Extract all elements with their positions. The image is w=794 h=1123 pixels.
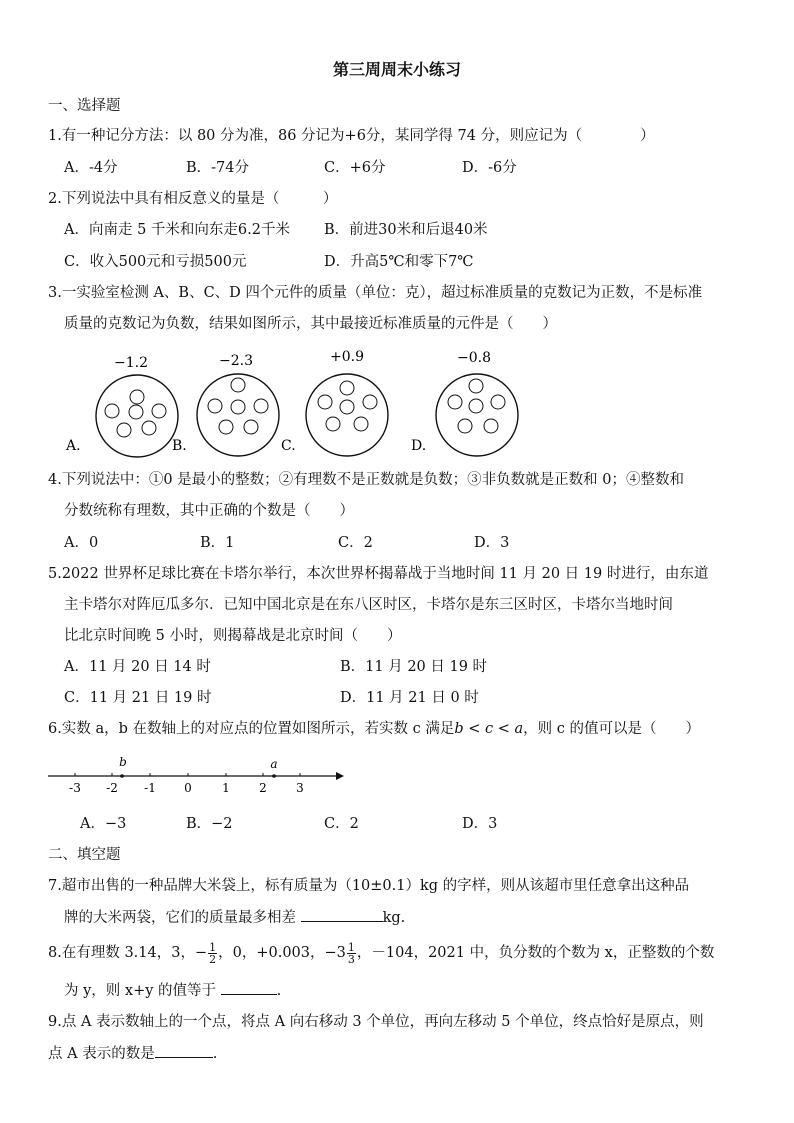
q8-mixed-whole: −3 (324, 945, 346, 961)
q9-answer-blank[interactable] (155, 1043, 213, 1058)
q3-stem-line2: 质量的克数记为负数，结果如图所示，其中最接近标准质量的元件是（ ） (64, 316, 557, 332)
q4-stem-line2: 分数统称有理数，其中正确的个数是（ ） (64, 503, 354, 519)
q8-text-b: ，0，+0.003， (218, 945, 325, 961)
q8-line1 (48, 940, 714, 966)
q5-option-b: B．11 月 20 日 19 时 (340, 659, 488, 675)
q8-text-c: ，－104，2021 中，负分数的个数为 x，正整数的个数 (356, 945, 715, 961)
q5-option-a: A．11 月 20 日 14 时 (64, 659, 211, 675)
q6-stem (48, 719, 700, 739)
q6-option-d: D．3 (462, 816, 498, 832)
axis-label: -1 (144, 781, 156, 795)
q8-answer-blank[interactable] (221, 980, 277, 995)
component-c (306, 349, 388, 456)
component-d-value: −0.8 (457, 350, 491, 366)
q9-line2-text: 点 A 表示的数是 (48, 1046, 155, 1062)
q3-stem-line1: 3.一实验室检测 A、B、C、D 四个元件的质量（单位：克），超过标准质量的克数记为正数，不是标准 (48, 285, 703, 301)
component-a-label: A. (66, 438, 81, 454)
component-c-value: +0.9 (330, 349, 364, 365)
q1-option-a: A．-4分 (64, 160, 118, 176)
q6-number-line (40, 750, 350, 800)
q4-option-a: A．0 (64, 535, 99, 551)
q1-option-c: C．+6分 (324, 160, 386, 176)
axis-label: 0 (184, 781, 192, 795)
component-b-label: B. (172, 438, 187, 454)
q7-answer-blank[interactable] (301, 907, 383, 922)
q6-stem-part1: 6.实数 a，b 在数轴上的对应点的位置如图所示，若实数 c 满足 (48, 721, 455, 737)
q5-stem-line2: 主卡塔尔对阵厄瓜多尔．已知中国北京是在东八区时区，卡塔尔是东三区时区，卡塔尔当地时间 (64, 597, 673, 613)
component-a-value: −1.2 (114, 355, 148, 371)
q7-line2-text: 牌的大米两袋，它们的质量最多相差 (64, 910, 296, 926)
q4-option-b: B．1 (200, 535, 235, 551)
section-fill-heading: 二、填空题 (48, 847, 121, 863)
q5-option-d: D．11 月 21 日 0 时 (340, 690, 479, 706)
axis-label: 2 (259, 781, 267, 795)
q8-text-a: 8.在有理数 3.14，3， (48, 945, 195, 961)
q2-option-a: A．向南走 5 千米和向东走6.2千米 (64, 222, 290, 238)
q7-unit: kg. (382, 910, 406, 926)
component-c-label: C. (281, 438, 296, 454)
q8-half-fraction: $\frac{1}{2}$ (209, 940, 217, 966)
q6-inequality: b < c < a (454, 721, 524, 737)
q1-option-d: D．-6分 (462, 160, 517, 176)
point-b (120, 774, 124, 778)
point-b-label: b (119, 755, 127, 769)
q1-stem: 1.有一种记分方法：以 80 分为准，86 分记为+6分，某同学得 74 分，则应记为（ ） (48, 128, 655, 144)
component-d-label: D. (411, 438, 427, 454)
component-b-value: −2.3 (219, 353, 253, 369)
point-a (272, 774, 276, 778)
axis-label: -2 (106, 781, 118, 795)
q2-option-d: D．升高5℃和零下7℃ (324, 254, 474, 270)
axis-label: 3 (296, 781, 304, 795)
q8-neg-sign: − (194, 945, 208, 961)
q8-period: . (276, 983, 282, 999)
q6-option-b: B．−2 (186, 816, 233, 832)
q3-components-figure (0, 340, 794, 460)
q8-line2 (64, 980, 281, 1001)
component-a (96, 355, 178, 457)
q7-line1: 7.超市出售的一种品牌大米袋上，标有质量为（10±0.1）kg 的字样，则从该超市里任意拿出这种品 (48, 878, 690, 894)
q5-option-c: C．11 月 21 日 19 时 (64, 690, 212, 706)
q4-option-c: C．2 (338, 535, 373, 551)
q9-line1: 9.点 A 表示数轴上的一个点，将点 A 向右移动 3 个单位，再向左移动 5 个单位，终点恰好是原点，则 (48, 1014, 704, 1030)
q8-line2-text: 为 y，则 x+y 的值等于 (64, 983, 217, 999)
q8-mixed-fraction: $\frac{1}{3}$ (347, 940, 355, 966)
q9-line2 (48, 1043, 217, 1064)
section-choice-heading: 一、选择题 (48, 98, 121, 114)
q2-option-b: B．前进30米和后退40米 (324, 222, 488, 238)
q7-line2 (64, 907, 405, 928)
q2-option-c: C．收入500元和亏损500元 (64, 254, 247, 270)
q5-stem-line3: 比北京时间晚 5 小时，则揭幕战是北京时间（ ） (64, 628, 402, 644)
q6-option-a: A．−3 (80, 816, 127, 832)
q6-stem-part2: ，则 c 的值可以是（ ） (523, 721, 700, 737)
q4-option-d: D．3 (474, 535, 510, 551)
point-a-label: a (270, 757, 278, 771)
axis-label: -3 (69, 781, 81, 795)
q2-stem: 2.下列说法中具有相反意义的量是（ ） (48, 191, 338, 207)
page-title: 第三周周末小练习 (332, 60, 461, 79)
component-d (436, 350, 518, 456)
component-b (197, 353, 279, 456)
axis-label: 1 (222, 781, 230, 795)
q6-option-c: C．2 (324, 816, 359, 832)
q1-option-b: B．-74分 (186, 160, 250, 176)
q9-period: . (212, 1046, 218, 1062)
q5-stem-line1: 5.2022 世界杯足球比赛在卡塔尔举行，本次世界杯揭幕战于当地时间 11 月 20 日 19 时进行，由东道 (48, 566, 709, 582)
q4-stem-line1: 4.下列说法中：①0 是最小的整数；②有理数不是正数就是负数；③非负数就是正数和 0；④整数和 (48, 472, 684, 488)
